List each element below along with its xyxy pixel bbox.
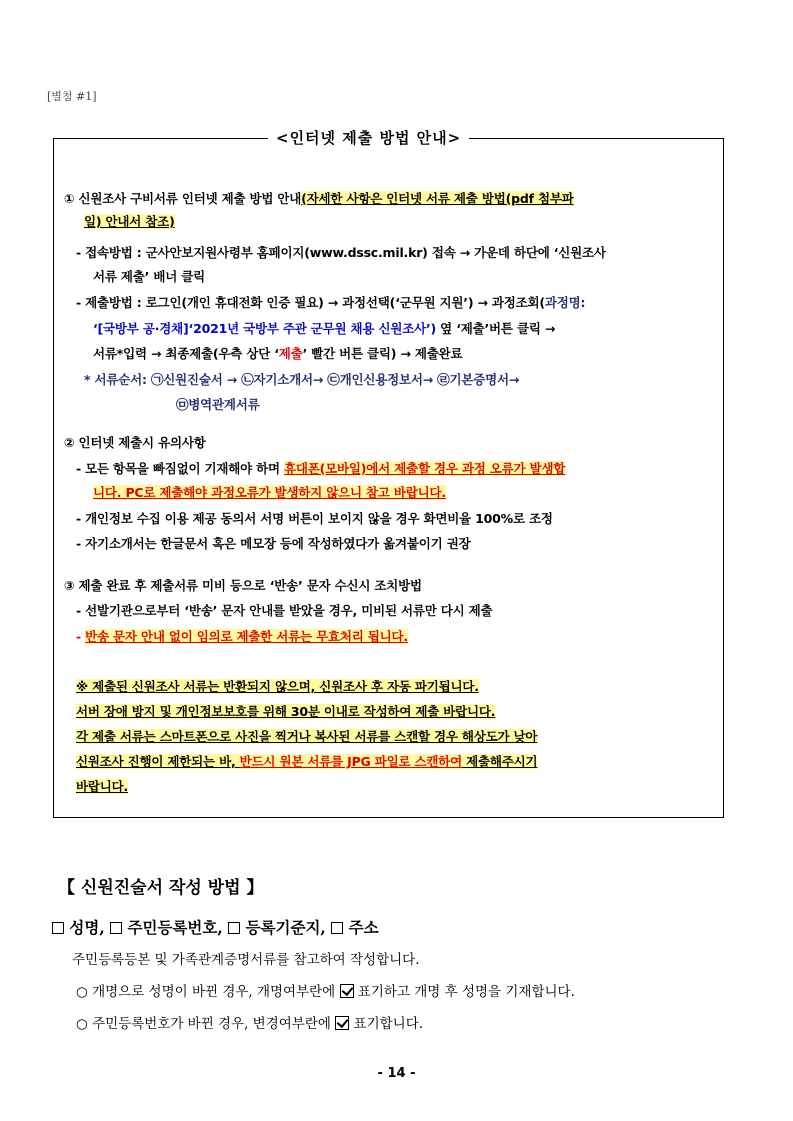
s1-course-name: ‘[국방부 공·경채]‘2021년 국방부 주관 군무원 채용 신원조사’) [93, 321, 437, 336]
checked-box-icon [335, 1016, 349, 1030]
notice-line-4 [76, 753, 537, 771]
notice-line-5 [76, 778, 128, 796]
s1-access-method-cont: 서류 제출’ 배너 클릭 [93, 269, 206, 284]
sub-registry: 등록기준지, [240, 918, 332, 937]
guide-bullet-2-end: 표기합니다. [349, 1016, 424, 1032]
s1-final-text: 서류*입력 → 최종제출(우측 상단 ‘ [93, 346, 279, 361]
s2-note-2: - 개인정보 수집 이용 제공 동의서 서명 버튼이 보이지 않을 경우 화면비율 100%로 조정 [76, 511, 553, 526]
notice-line-4-end: 제출해주시기 [462, 754, 538, 769]
guide-bullet-2-text: ○ 주민등록번호가 바뀐 경우, 변경여부란에 [76, 1016, 336, 1032]
s1-submit-method-cont2 [93, 345, 462, 363]
s1-heading-cont [84, 213, 175, 231]
s2-note-1-warning-cont: 니다. PC로 제출해야 과정오류가 발생하지 않으니 참고 바랍니다. [93, 485, 446, 500]
s3-note-2-dash: - [76, 629, 86, 644]
guide-bullet-1 [76, 980, 575, 1000]
guide-paragraph: 주민등록등본 및 가족관계증명서류를 참고하여 작성합니다. [72, 952, 420, 968]
box-title: <인터넷 제출 방법 안내> [268, 127, 469, 148]
s1-submit-text: - 제출방법 : 로그인(개인 휴대전화 인증 필요) → 과정선택(‘군무원 지원’) → 과정조회( [76, 295, 545, 310]
guide-subheading [52, 916, 379, 938]
notice-line-3 [76, 728, 537, 746]
sub-address: 주소 [343, 918, 379, 937]
s1-heading-text: ① 신원조사 구비서류 인터넷 제출 방법 안내 [64, 191, 302, 206]
checkbox-icon [228, 922, 240, 934]
s1-doc-order-cont: ㉤병역관계서류 [176, 397, 260, 412]
guide-bullet-1-text: ○ 개명으로 성명이 바뀐 경우, 개명여부란에 [76, 984, 340, 1000]
checked-box-icon [340, 984, 354, 998]
guide-bullet-2 [76, 1012, 423, 1032]
s2-note-1-cont [93, 484, 446, 502]
guide-bullet-1-end: 표기하고 개명 후 성명을 기재합니다. [353, 984, 575, 1000]
s2-note-3: - 자기소개서는 한글문서 혹은 메모장 등에 작성하였다가 옮겨붙이기 권장 [76, 536, 471, 551]
notice-line-2 [76, 703, 495, 721]
notice-line-4-text: 신원조사 진행이 제한되는 바, [76, 754, 240, 769]
s1-submit-button-text: 옆 ‘제출’버튼 클릭 → [436, 321, 556, 336]
sub-rrn: 주민등록번호, [122, 918, 229, 937]
s2-note-1 [76, 460, 565, 478]
notice-line-1 [76, 678, 479, 696]
notice-line-5-text: 바랍니다. [76, 779, 129, 794]
s1-red-submit-word: 제출 [278, 346, 303, 361]
s1-course-name-label: 과정명: [544, 295, 586, 310]
s1-final-text-cont: ’ 빨간 버튼 클릭) → 제출완료 [302, 346, 463, 361]
checkbox-icon [331, 922, 343, 934]
s1-submit-method [76, 294, 585, 312]
s1-access-method: - 접속방법 : 군사안보지원사령부 홈페이지(www.dssc.mil.kr) 접속 → 가운데 하단에 ‘신원조사 [76, 245, 606, 260]
s2-note-1-text: - 모든 항목을 빠짐없이 기재해야 하며 [76, 461, 285, 476]
s3-note-2 [76, 628, 408, 646]
sub-name: 성명, [64, 918, 111, 937]
s3-note-1: - 선발기관으로부터 ‘반송’ 문자 안내를 받았을 경우, 미비된 서류만 다시 제출 [76, 603, 493, 618]
checkbox-icon [110, 922, 122, 934]
notice-line-1-text: ※ 제출된 신원조사 서류는 반환되지 않으며, 신원조사 후 자동 파기됩니다. [76, 679, 479, 694]
notice-line-2-text: 서버 장애 방지 및 개인정보보호를 위해 30분 이내로 작성하여 제출 바랍니다. [76, 704, 496, 719]
notice-line-3-text: 각 제출 서류는 스마트폰으로 사진을 찍거나 복사된 서류를 스캔할 경우 해상도가 낮아 [76, 729, 538, 744]
s2-heading: ② 인터넷 제출시 유의사항 [64, 435, 206, 450]
s1-doc-order: * 서류순서: ㉠신원진술서 → ㉡자기소개서→ ㉢개인신용정보서→ ㉣기본증명서→ [84, 372, 520, 387]
s2-note-1-warning: 휴대폰(모바일)에서 제출할 경우 과정 오류가 발생합 [284, 461, 566, 476]
notice-jpg-warning: 반드시 원본 서류를 JPG 파일로 스캔하여 [239, 754, 463, 769]
s1-heading-note: (자세한 사항은 인터넷 서류 제출 방법(pdf 첨부파 [301, 191, 574, 206]
s1-submit-method-cont [93, 320, 555, 338]
s3-note-2-warning: 반송 문자 안내 없이 임의로 제출한 서류는 무효처리 됩니다. [85, 629, 408, 644]
s1-heading [64, 190, 574, 208]
checkbox-icon [52, 922, 64, 934]
page-number: - 14 - [377, 1066, 416, 1081]
s1-heading-note-cont: 일) 안내서 참조) [84, 214, 175, 229]
s3-heading: ③ 제출 완료 후 제출서류 미비 등으로 ‘반송’ 문자 수신시 조치방법 [64, 578, 422, 593]
annex-label: [별첨 #1] [47, 90, 97, 103]
guide-title: 【 신원진술서 작성 방법 】 [58, 878, 264, 898]
